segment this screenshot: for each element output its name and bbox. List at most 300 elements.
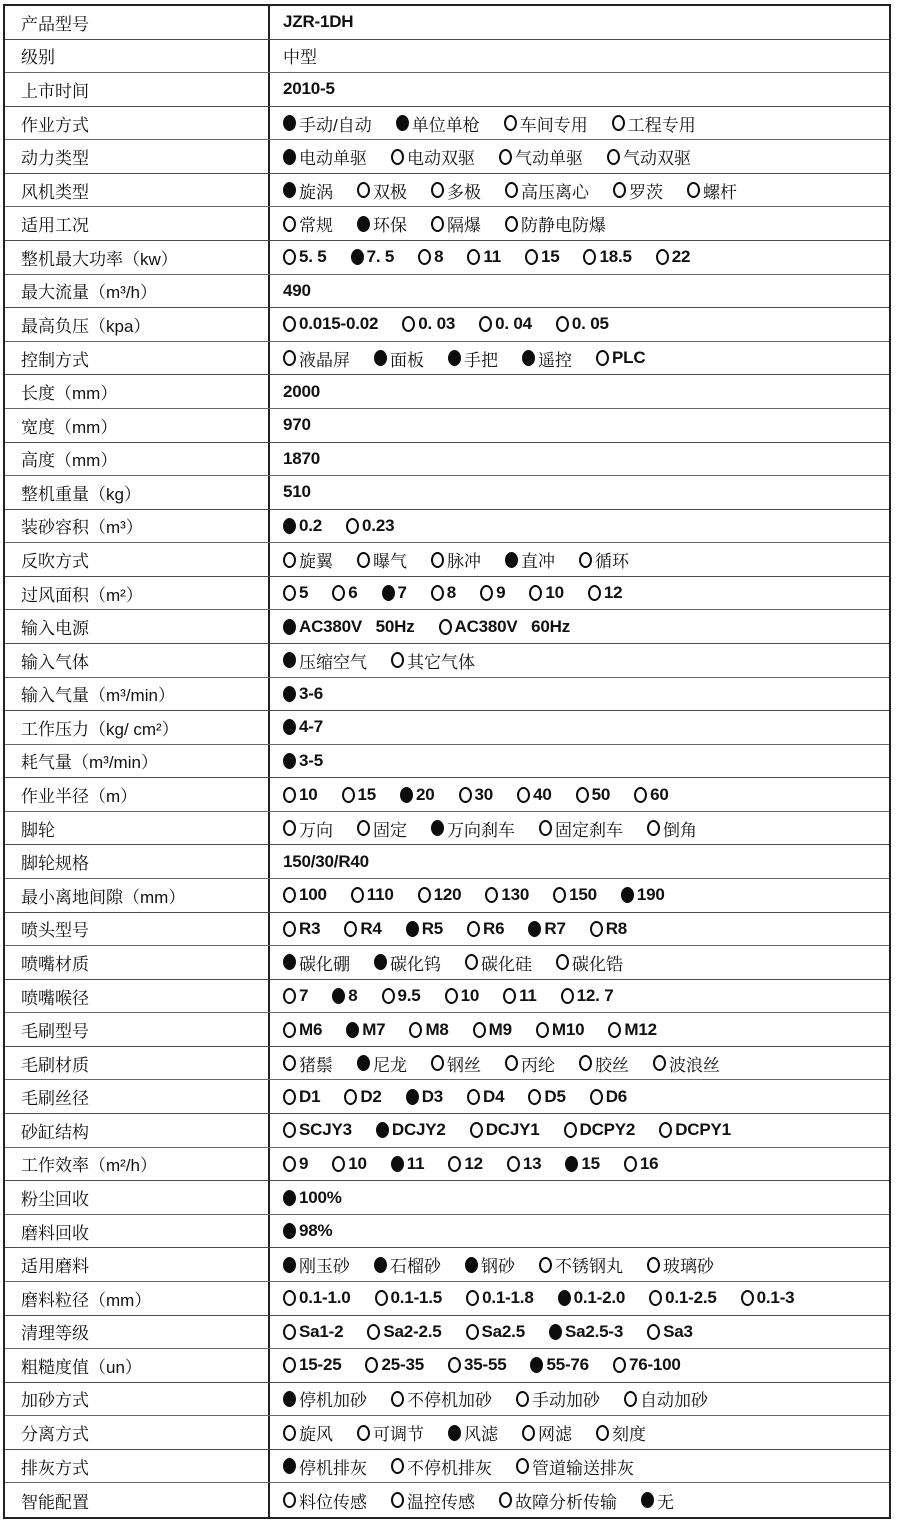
radio-empty-icon <box>473 1022 486 1038</box>
row-label-cell <box>5 275 268 308</box>
radio-empty-icon <box>382 988 395 1004</box>
spec-option <box>283 785 318 805</box>
row-label-cell <box>5 443 268 476</box>
option-label: 压缩空气 <box>299 652 367 672</box>
row-value-cell <box>268 40 889 73</box>
option-label: 11 <box>519 986 537 1006</box>
spec-option <box>467 919 504 939</box>
spec-option <box>418 885 462 905</box>
option-label: 7 <box>299 986 309 1006</box>
spec-option <box>283 751 323 771</box>
radio-empty-icon <box>653 1055 666 1071</box>
spec-option <box>465 1252 515 1277</box>
spec-row <box>5 980 889 1014</box>
option-label: 10 <box>460 986 480 1006</box>
spec-option <box>505 211 606 236</box>
spec-option <box>367 1322 441 1342</box>
radio-empty-icon <box>418 887 431 903</box>
spec-option <box>516 1386 600 1411</box>
spec-row <box>5 1316 889 1350</box>
row-value-cell <box>268 6 889 39</box>
option-label: M12 <box>624 1019 657 1039</box>
spec-option <box>283 111 372 136</box>
row-label-cell <box>5 610 268 643</box>
radio-empty-icon <box>391 652 404 668</box>
row-value-cell <box>268 1316 889 1349</box>
radio-empty-icon <box>365 1357 378 1373</box>
radio-empty-icon <box>536 1022 549 1038</box>
option-label: 碳化硅 <box>481 954 532 974</box>
radio-empty-icon <box>467 921 480 937</box>
option-label: M9 <box>488 1019 512 1039</box>
spec-option <box>283 950 350 975</box>
radio-empty-icon <box>659 1122 672 1138</box>
radio-empty-icon <box>445 988 458 1004</box>
radio-empty-icon <box>283 585 296 601</box>
option-label: D3 <box>421 1086 444 1106</box>
spec-table <box>3 4 891 1519</box>
row-label-cell <box>5 1416 268 1449</box>
radio-empty-icon <box>556 316 569 332</box>
option-label: 双极 <box>373 182 407 202</box>
spec-row <box>5 342 889 376</box>
option-label: 工程专用 <box>627 115 696 135</box>
option-label: 停机加砂 <box>299 1391 367 1411</box>
spec-option <box>522 346 572 371</box>
spec-label: 粗糙度值（un） <box>21 1357 142 1377</box>
spec-option <box>647 1322 693 1342</box>
row-value-cell <box>268 1080 889 1113</box>
option-label: 旋风 <box>299 1425 333 1445</box>
option-label: 7 <box>397 583 407 603</box>
radio-filled-icon <box>448 350 461 366</box>
option-label: D4 <box>483 1086 505 1106</box>
radio-empty-icon <box>503 988 516 1004</box>
spec-label: 适用工况 <box>21 216 89 236</box>
spec-row <box>5 1181 889 1215</box>
radio-empty-icon <box>431 216 444 232</box>
option-label: 车间专用 <box>519 115 588 135</box>
spec-option <box>283 986 308 1006</box>
spec-option <box>332 1154 367 1174</box>
row-value-cell <box>268 174 889 207</box>
radio-empty-icon <box>439 619 452 635</box>
option-label: 故障分析传输 <box>515 1492 617 1512</box>
spec-label: 级别 <box>21 48 55 68</box>
option-label: Sa3 <box>663 1321 693 1341</box>
option-label: 不停机排灰 <box>407 1458 492 1478</box>
spec-label: 加砂方式 <box>21 1391 89 1411</box>
radio-filled-icon <box>505 552 518 568</box>
option-label: 150 <box>569 885 597 905</box>
option-label: 其它气体 <box>407 652 475 672</box>
option-label: Sa1-2 <box>299 1321 344 1341</box>
radio-empty-icon <box>525 249 538 265</box>
radio-filled-icon <box>283 1391 296 1407</box>
spec-row <box>5 1047 889 1081</box>
spec-option <box>741 1288 795 1308</box>
option-label: 12 <box>464 1153 483 1173</box>
radio-empty-icon <box>579 1055 592 1071</box>
option-label: Sa2.5 <box>481 1321 525 1341</box>
row-value-cell <box>268 1483 889 1517</box>
spec-option <box>608 1020 656 1040</box>
row-value-cell <box>268 1383 889 1416</box>
row-label-cell <box>5 1215 268 1248</box>
spec-option <box>448 346 498 371</box>
radio-empty-icon <box>590 1089 603 1105</box>
spec-option <box>357 1051 407 1076</box>
option-label: 16 <box>639 1153 659 1173</box>
option-label: 98% <box>299 1221 333 1241</box>
spec-label: 产品型号 <box>21 14 89 34</box>
spec-option <box>539 1252 623 1277</box>
spec-value: 490 <box>283 280 311 300</box>
option-label: 6 <box>348 583 358 603</box>
option-label: 0. 03 <box>418 314 456 334</box>
spec-option <box>283 314 378 334</box>
spec-option <box>549 1322 623 1342</box>
spec-option <box>647 1252 714 1277</box>
radio-empty-icon <box>505 182 518 198</box>
radio-empty-icon <box>283 820 296 836</box>
radio-empty-icon <box>480 585 493 601</box>
spec-value: JZR-1DH <box>283 12 354 32</box>
spec-value: 970 <box>283 415 311 435</box>
option-label: 液晶屏 <box>299 350 350 370</box>
spec-option <box>283 1488 367 1513</box>
radio-empty-icon <box>656 249 669 265</box>
row-value-cell <box>268 140 889 173</box>
spec-label: 毛刷材质 <box>21 1055 89 1075</box>
spec-row <box>5 73 889 107</box>
spec-row <box>5 1416 889 1450</box>
spec-label: 脚轮规格 <box>21 854 89 874</box>
radio-filled-icon <box>621 887 634 903</box>
spec-row <box>5 107 889 141</box>
spec-option <box>351 247 395 267</box>
radio-filled-icon <box>283 619 296 635</box>
radio-empty-icon <box>613 1357 626 1373</box>
radio-filled-icon <box>528 921 541 937</box>
row-value-cell <box>268 1114 889 1147</box>
spec-option <box>402 314 455 334</box>
option-label: 120 <box>433 885 462 905</box>
spec-option <box>283 211 333 236</box>
spec-label: 排灰方式 <box>21 1458 89 1478</box>
radio-empty-icon <box>283 1055 296 1071</box>
row-label-cell <box>5 6 268 39</box>
spec-label: 上市时间 <box>21 81 89 101</box>
radio-empty-icon <box>529 585 542 601</box>
option-label: 管道输送排灰 <box>532 1458 634 1478</box>
option-label: 0.1-1.8 <box>482 1288 534 1308</box>
radio-filled-icon <box>396 115 409 131</box>
row-label-cell <box>5 644 268 677</box>
radio-empty-icon <box>556 954 569 970</box>
spec-label: 整机最大功率（kw） <box>21 249 178 269</box>
radio-empty-icon <box>459 787 472 803</box>
radio-empty-icon <box>507 1156 520 1172</box>
option-label: M6 <box>299 1019 323 1039</box>
spec-row <box>5 946 889 980</box>
spec-option <box>283 1051 333 1076</box>
spec-option <box>448 1355 506 1375</box>
spec-option <box>579 1051 629 1076</box>
spec-option <box>613 1355 681 1375</box>
spec-option <box>376 1120 446 1140</box>
spec-label: 磨料粒径（mm） <box>21 1290 152 1310</box>
option-label: DCPY2 <box>579 1120 636 1140</box>
row-label-cell <box>5 980 268 1013</box>
radio-empty-icon <box>741 1290 754 1306</box>
radio-empty-icon <box>528 1089 541 1105</box>
spec-value: 510 <box>283 482 311 502</box>
spec-option <box>470 1120 540 1140</box>
row-value-cell <box>268 1248 889 1281</box>
option-label: 22 <box>671 247 691 267</box>
row-value-cell <box>268 207 889 240</box>
row-value-cell <box>268 812 889 845</box>
radio-filled-icon <box>382 585 395 601</box>
spec-option <box>365 1355 423 1375</box>
spec-option <box>613 178 663 203</box>
radio-empty-icon <box>283 921 296 937</box>
row-label-cell <box>5 1248 268 1281</box>
spec-row <box>5 1114 889 1148</box>
spec-label: 毛刷型号 <box>21 1022 89 1042</box>
option-label: 单位单枪 <box>411 115 480 135</box>
spec-option <box>283 1154 308 1174</box>
spec-row <box>5 1148 889 1182</box>
option-label: 0.2 <box>299 515 323 535</box>
spec-row <box>5 510 889 544</box>
spec-option <box>596 348 645 368</box>
spec-option <box>467 247 501 267</box>
option-label: 10 <box>545 583 564 603</box>
spec-option <box>431 211 481 236</box>
spec-label: 分离方式 <box>21 1425 89 1445</box>
option-label: 190 <box>636 885 665 905</box>
radio-empty-icon <box>607 149 620 165</box>
option-label: 5. 5 <box>299 247 327 267</box>
radio-empty-icon <box>470 1122 483 1138</box>
spec-option <box>374 1252 441 1277</box>
spec-option <box>357 1420 424 1445</box>
radio-empty-icon <box>375 1290 388 1306</box>
spec-option <box>558 1288 626 1308</box>
spec-option <box>590 1087 627 1107</box>
row-label-cell <box>5 342 268 375</box>
spec-label: 耗气量（m³/min） <box>21 753 158 773</box>
row-label-cell <box>5 812 268 845</box>
option-label: 罗茨 <box>629 182 663 202</box>
spec-option <box>659 1120 731 1140</box>
option-label: R4 <box>360 918 382 938</box>
radio-empty-icon <box>647 820 660 836</box>
option-label: 3-6 <box>299 683 323 703</box>
row-label-cell <box>5 174 268 207</box>
row-value-cell <box>268 308 889 341</box>
row-value-cell <box>268 1148 889 1181</box>
option-label: 8 <box>434 247 444 267</box>
radio-filled-icon <box>565 1156 578 1172</box>
radio-empty-icon <box>431 1055 444 1071</box>
radio-empty-icon <box>448 1156 461 1172</box>
radio-empty-icon <box>561 988 574 1004</box>
option-label: 110 <box>366 885 394 905</box>
spec-label: 作业半径（m） <box>21 787 138 807</box>
row-value-cell <box>268 1181 889 1214</box>
radio-empty-icon <box>613 182 626 198</box>
radio-empty-icon <box>466 1290 479 1306</box>
radio-empty-icon <box>344 1089 357 1105</box>
spec-option <box>283 247 327 267</box>
option-label: 15 <box>581 1153 600 1173</box>
option-label: 5 <box>299 583 309 603</box>
radio-empty-icon <box>283 988 296 1004</box>
radio-empty-icon <box>448 1357 461 1373</box>
row-value-cell <box>268 778 889 811</box>
spec-label: 动力类型 <box>21 149 89 169</box>
radio-filled-icon <box>357 1055 370 1071</box>
option-label: 40 <box>533 784 552 804</box>
spec-label: 喷头型号 <box>21 921 89 941</box>
option-label: 3-5 <box>299 750 323 770</box>
row-label-cell <box>5 476 268 509</box>
radio-empty-icon <box>283 1290 296 1306</box>
row-label-cell <box>5 1383 268 1416</box>
spec-option <box>374 950 441 975</box>
spec-option <box>466 1322 525 1342</box>
spec-option <box>431 583 456 603</box>
radio-empty-icon <box>391 1492 404 1508</box>
option-label: 15 <box>357 784 377 804</box>
option-label: 温控传感 <box>407 1492 475 1512</box>
spec-option <box>647 816 697 841</box>
spec-option <box>283 1188 342 1208</box>
spec-row <box>5 1383 889 1417</box>
radio-filled-icon <box>283 954 296 970</box>
radio-filled-icon <box>283 719 296 735</box>
option-label: 8 <box>446 583 457 603</box>
spec-option <box>528 919 565 939</box>
spec-option <box>649 1288 717 1308</box>
radio-empty-icon <box>579 552 592 568</box>
radio-filled-icon <box>376 1122 389 1138</box>
radio-empty-icon <box>283 1089 296 1105</box>
spec-value: 中型 <box>283 48 317 68</box>
radio-empty-icon <box>608 1022 621 1038</box>
option-label: R5 <box>421 918 444 938</box>
radio-empty-icon <box>687 182 700 198</box>
radio-empty-icon <box>522 1425 535 1441</box>
option-label: 100% <box>299 1187 342 1207</box>
radio-empty-icon <box>499 149 512 165</box>
row-value-cell <box>268 1013 889 1046</box>
spec-row <box>5 443 889 477</box>
spec-option <box>283 583 308 603</box>
spec-option <box>346 516 394 536</box>
radio-empty-icon <box>467 249 480 265</box>
radio-empty-icon <box>467 1089 480 1105</box>
spec-option <box>641 1488 674 1513</box>
spec-option <box>283 648 367 673</box>
radio-empty-icon <box>583 249 596 265</box>
spec-label: 最高负压（kpa） <box>21 316 151 336</box>
spec-option <box>332 986 357 1006</box>
spec-row <box>5 1248 889 1282</box>
option-label: 25-35 <box>381 1355 424 1375</box>
spec-row <box>5 40 889 74</box>
row-label-cell <box>5 1181 268 1214</box>
option-label: 万向刹车 <box>447 820 515 840</box>
spec-option <box>283 547 333 572</box>
spec-row <box>5 678 889 712</box>
row-label-cell <box>5 879 268 912</box>
radio-filled-icon <box>558 1290 571 1306</box>
row-label-cell <box>5 40 268 73</box>
spec-label: 高度（mm） <box>21 451 118 471</box>
row-label-cell <box>5 711 268 744</box>
radio-filled-icon <box>283 115 296 131</box>
spec-option <box>687 178 737 203</box>
option-label: 常规 <box>299 216 333 236</box>
option-label: 可调节 <box>373 1425 424 1445</box>
row-label-cell <box>5 577 268 610</box>
option-label: 0.1-1.0 <box>299 1288 351 1308</box>
spec-option <box>561 986 614 1006</box>
radio-filled-icon <box>465 1257 478 1273</box>
radio-empty-icon <box>588 585 601 601</box>
option-label: 丙纶 <box>521 1055 555 1075</box>
option-label: R8 <box>605 918 628 938</box>
radio-empty-icon <box>283 1324 296 1340</box>
row-value-cell <box>268 476 889 509</box>
row-label-cell <box>5 375 268 408</box>
row-label-cell <box>5 1080 268 1113</box>
spec-option <box>517 785 552 805</box>
radio-empty-icon <box>346 518 359 534</box>
option-label: 循环 <box>595 552 629 572</box>
spec-row <box>5 778 889 812</box>
spec-option <box>505 547 555 572</box>
radio-filled-icon <box>283 1257 296 1273</box>
radio-filled-icon <box>283 1458 296 1474</box>
spec-option <box>283 516 322 536</box>
spec-option <box>439 617 571 637</box>
spec-row <box>5 812 889 846</box>
row-label-cell <box>5 778 268 811</box>
radio-filled-icon <box>332 988 345 1004</box>
radio-empty-icon <box>516 1458 529 1474</box>
spec-option <box>283 816 333 841</box>
spec-option <box>283 885 327 905</box>
option-label: M10 <box>551 1019 585 1039</box>
row-label-cell <box>5 107 268 140</box>
spec-label: 反吹方式 <box>21 552 89 572</box>
spec-option <box>624 1154 659 1174</box>
spec-row <box>5 1450 889 1484</box>
radio-filled-icon <box>374 1257 387 1273</box>
spec-option <box>283 1252 350 1277</box>
option-label: 不停机加砂 <box>407 1391 492 1411</box>
option-label: 多极 <box>447 182 481 202</box>
spec-option <box>499 144 583 169</box>
spec-option <box>653 1051 720 1076</box>
row-value-cell <box>268 946 889 979</box>
option-label: 76-100 <box>628 1355 681 1375</box>
